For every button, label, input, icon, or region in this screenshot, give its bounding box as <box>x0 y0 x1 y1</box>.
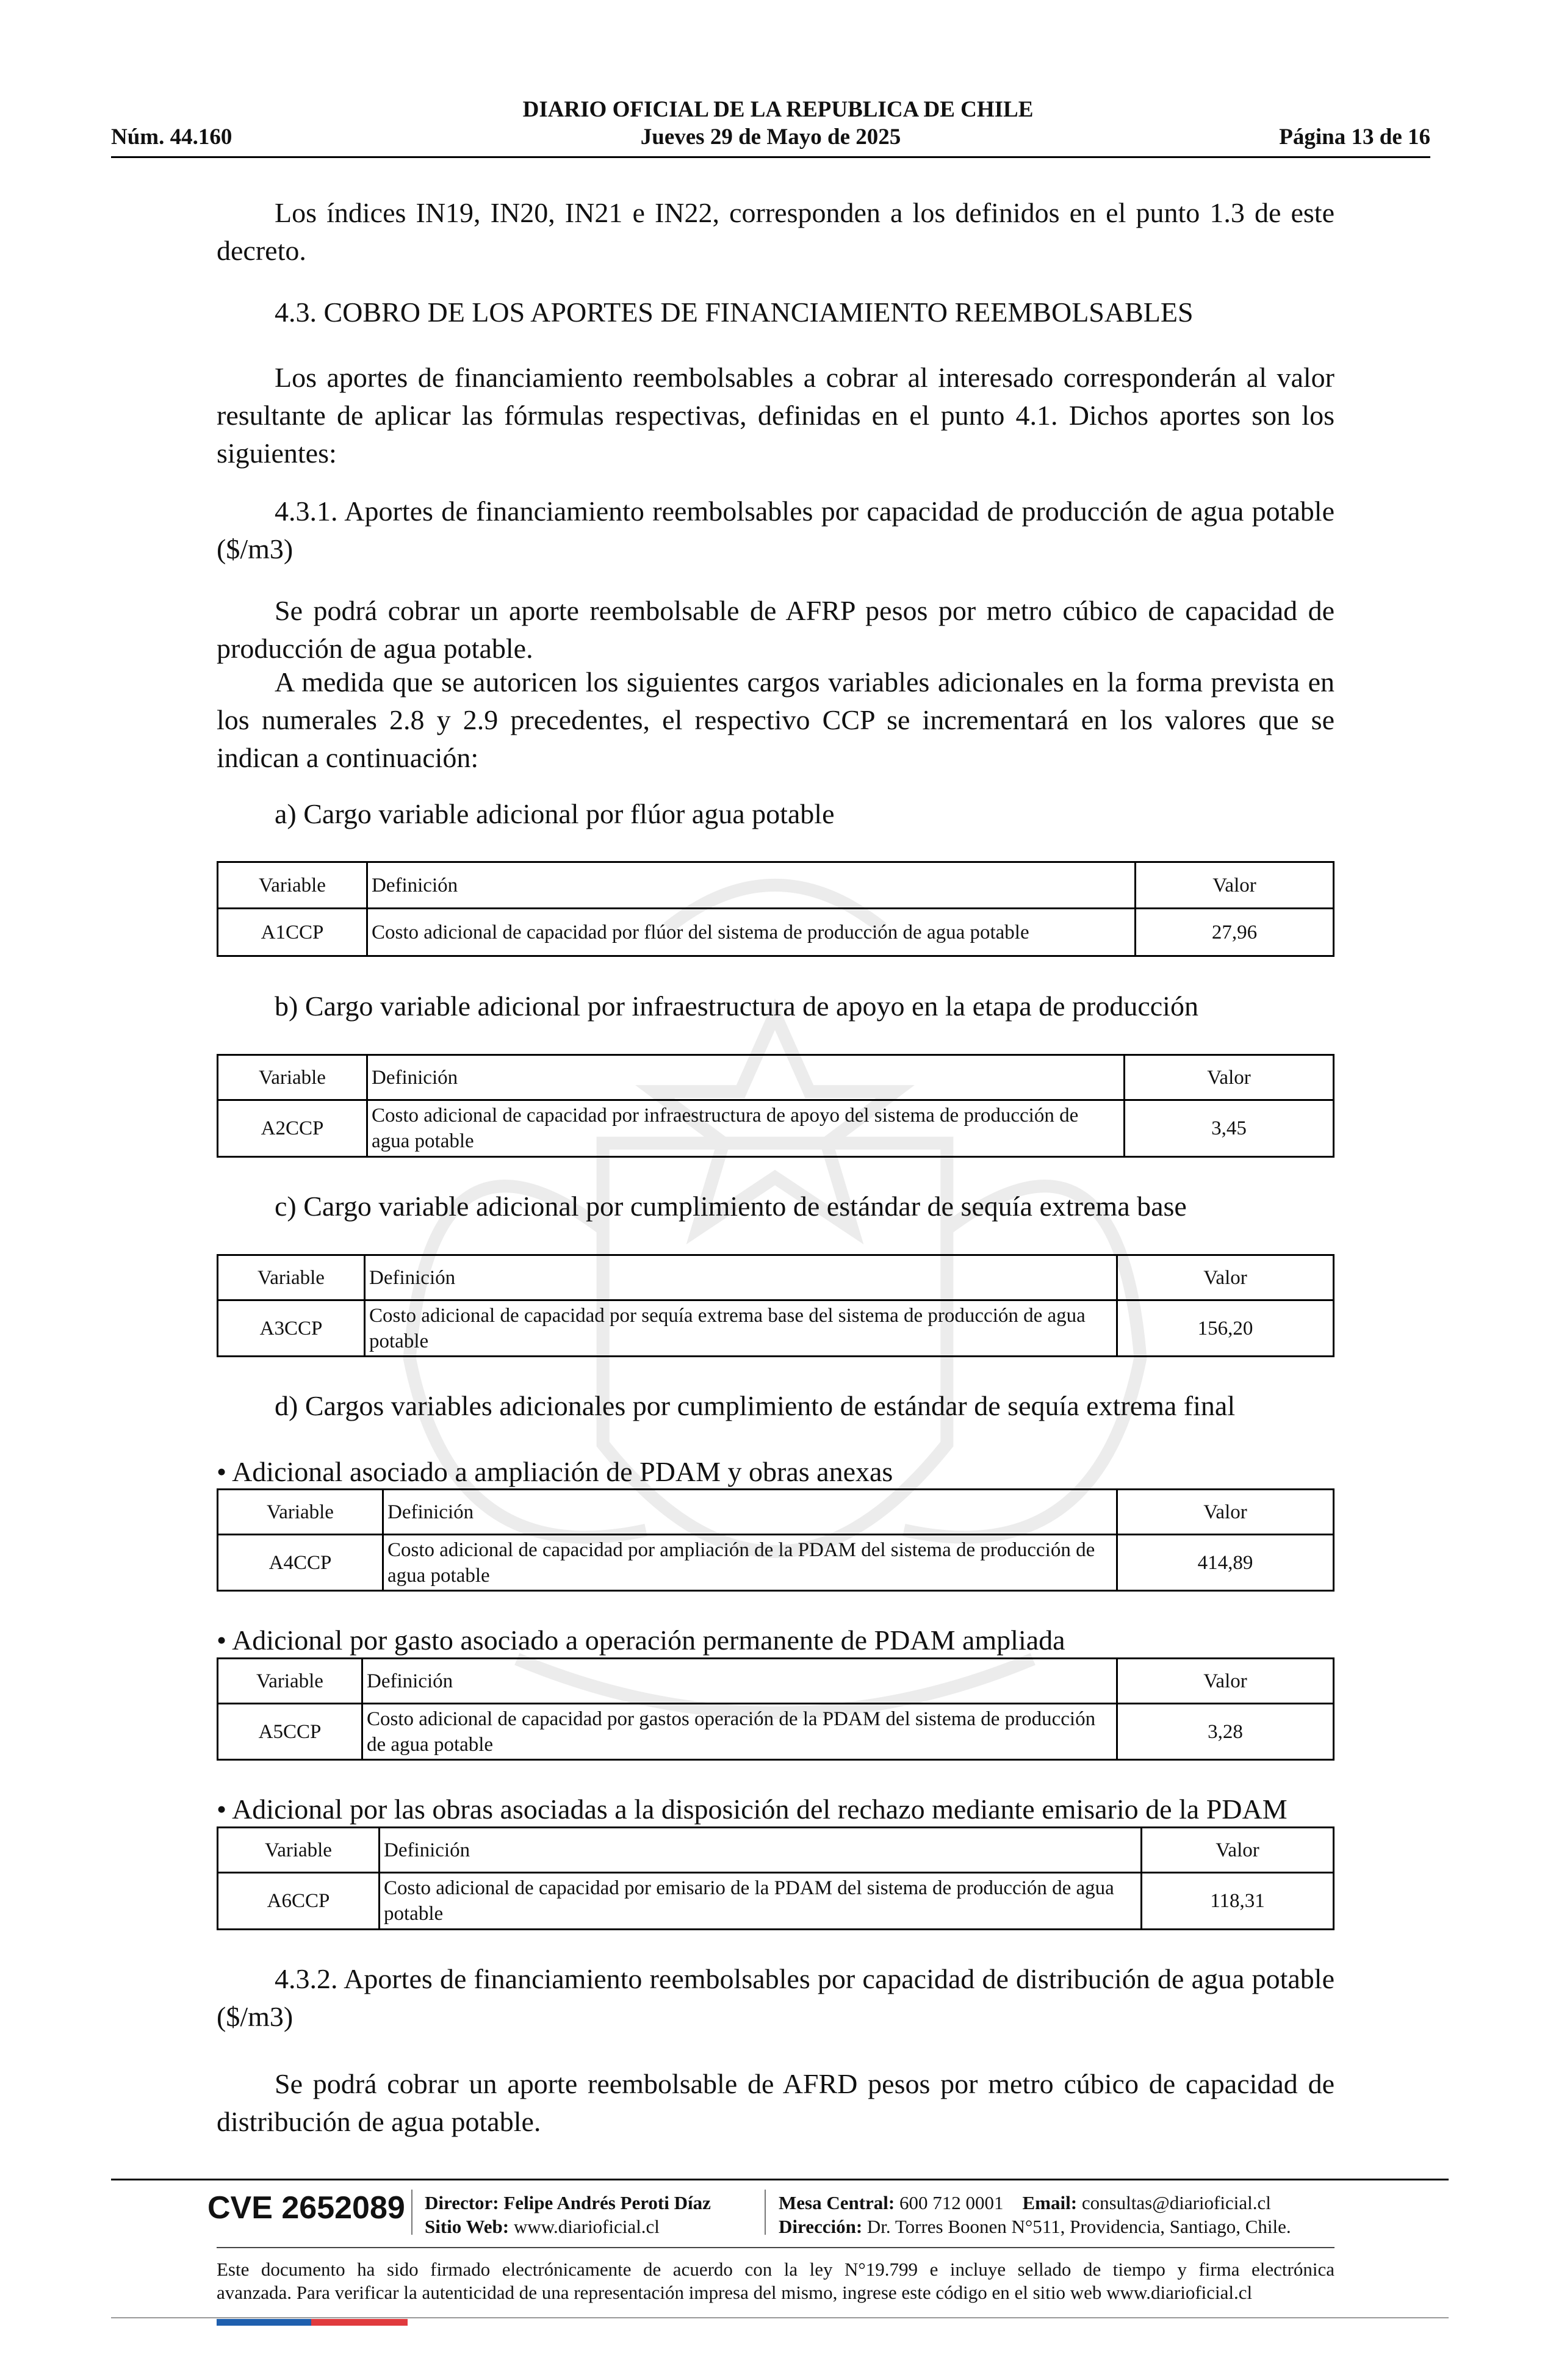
footer-separator <box>765 2190 766 2235</box>
footer-note-line-2: avanzada. Para verificar la autenticidad de una representación impresa del mismo, ingrese este código en el sitio web www.diarioficial.cl <box>217 2282 1253 2303</box>
col-header-definition: Definición <box>367 862 1136 909</box>
footer-bottom-rule <box>111 2317 1449 2318</box>
publication-date: Jueves 29 de Mayo de 2025 <box>640 124 901 150</box>
col-header-variable: Variable <box>218 1828 380 1873</box>
gazette-title: DIARIO OFICIAL DE LA REPUBLICA DE CHILE <box>522 97 1034 122</box>
address-text: Dr. Torres Boonen N°511, Providencia, Santiago, Chile. <box>866 2216 1291 2237</box>
cell-definition: Costo adicional de capacidad por gastos operación de la PDAM del sistema de producción de agua potable <box>362 1704 1117 1760</box>
subheading-b: b) Cargo variable adicional por infraestructura de apoyo en la etapa de producción <box>275 990 1198 1022</box>
flag-stripe-blue <box>217 2319 311 2326</box>
paragraph-indices: Los índices IN19, IN20, IN21 e IN22, corresponden a los definidos en el punto 1.3 de este decreto. <box>217 197 1334 266</box>
mesa-label: Mesa Central: <box>779 2192 895 2213</box>
bullet-operacion-pdam: • Adicional por gasto asociado a operación permanente de PDAM ampliada <box>217 1625 1065 1656</box>
col-header-value: Valor <box>1125 1055 1334 1100</box>
col-header-definition: Definición <box>383 1490 1117 1535</box>
col-header-value: Valor <box>1142 1828 1334 1873</box>
table-row <box>218 1873 1334 1930</box>
page-number: Página 13 de 16 <box>1279 124 1430 150</box>
col-header-variable: Variable <box>218 1659 362 1704</box>
cell-definition: Costo adicional de capacidad por sequía extrema base del sistema de producción de agua potable <box>365 1300 1117 1357</box>
table-a6ccp <box>217 1826 1334 1930</box>
col-header-value: Valor <box>1117 1659 1334 1704</box>
col-header-value: Valor <box>1117 1490 1334 1535</box>
table-row <box>218 1300 1334 1357</box>
section-heading-4-3-1: 4.3.1. Aportes de financiamiento reembolsables por capacidad de producción de agua potable ($/m3) <box>217 496 1334 564</box>
cell-variable: A6CCP <box>218 1873 380 1930</box>
cell-variable: A2CCP <box>218 1100 367 1157</box>
table-row <box>218 1535 1334 1591</box>
section-heading-4-3: 4.3. COBRO DE LOS APORTES DE FINANCIAMIENTO REEMBOLSABLES <box>275 297 1194 328</box>
cell-definition: Costo adicional de capacidad por emisario de la PDAM del sistema de producción de agua potable <box>380 1873 1142 1930</box>
footer-separator <box>411 2190 412 2235</box>
cell-variable: A1CCP <box>218 909 367 956</box>
col-header-definition: Definición <box>367 1055 1125 1100</box>
paragraph-aportes: Los aportes de financiamiento reembolsables a cobrar al interesado corresponderán al valor resultante de aplicar las fórmulas respectivas, definidas en el punto 4.1. Dichos aportes son los siguientes: <box>217 362 1334 469</box>
cell-value: 27,96 <box>1136 909 1334 956</box>
director-label: Director: <box>425 2192 499 2213</box>
cell-variable: A5CCP <box>218 1704 362 1760</box>
footer-note-line-1: Este documento ha sido firmado electrónicamente de acuerdo con la ley N°19.799 e incluye sellado de tiempo y firma electrónica <box>217 2259 1334 2280</box>
bullet-ampliacion-pdam: • Adicional asociado a ampliación de PDAM y obras anexas <box>217 1456 893 1487</box>
col-header-definition: Definición <box>380 1828 1142 1873</box>
cell-value: 3,28 <box>1117 1704 1334 1760</box>
subheading-c: c) Cargo variable adicional por cumplimiento de estándar de sequía extrema base <box>275 1191 1187 1222</box>
address-label: Dirección: <box>779 2216 863 2237</box>
table-a2ccp <box>217 1054 1334 1158</box>
mesa-phone: 600 712 0001 <box>899 2192 1004 2213</box>
cell-value: 3,45 <box>1125 1100 1334 1157</box>
subheading-a: a) Cargo variable adicional por flúor agua potable <box>275 798 835 829</box>
paragraph-cargos: A medida que se autoricen los siguientes cargos variables adicionales en la forma prevista en los numerales 2.8 y 2.9 precedentes, el respectivo CCP se incrementará en los valores que se indican a continuación: <box>217 666 1334 773</box>
table-row <box>218 909 1334 956</box>
subheading-d: d) Cargos variables adicionales por cumplimiento de estándar de sequía extrema final <box>275 1390 1236 1421</box>
col-header-variable: Variable <box>218 1055 367 1100</box>
table-a4ccp <box>217 1488 1334 1592</box>
col-header-variable: Variable <box>218 1255 365 1300</box>
footer-top-rule <box>111 2179 1449 2180</box>
cve-code: CVE 2652089 <box>207 2190 405 2226</box>
col-header-value: Valor <box>1136 862 1334 909</box>
footer-director-block <box>425 2191 711 2238</box>
cell-value: 118,31 <box>1142 1873 1334 1930</box>
table-a1ccp <box>217 861 1334 957</box>
issue-number: Núm. 44.160 <box>111 124 232 150</box>
table-row <box>218 1704 1334 1760</box>
cell-definition: Costo adicional de capacidad por infraestructura de apoyo del sistema de producción de agua potable <box>367 1100 1125 1157</box>
cell-definition: Costo adicional de capacidad por flúor del sistema de producción de agua potable <box>367 909 1136 956</box>
cell-value: 156,20 <box>1117 1300 1334 1357</box>
footer-mid-rule <box>217 2247 1334 2248</box>
col-header-variable: Variable <box>218 1490 383 1535</box>
cell-value: 414,89 <box>1117 1535 1334 1591</box>
flag-stripe-red <box>311 2319 408 2326</box>
col-header-definition: Definición <box>365 1255 1117 1300</box>
footer-contact-block <box>779 2191 1291 2238</box>
paragraph-afrd: Se podrá cobrar un aporte reembolsable de AFRD pesos por metro cúbico de capacidad de distribución de agua potable. <box>217 2068 1334 2137</box>
header-divider <box>111 156 1430 158</box>
email-link[interactable]: consultas@diarioficial.cl <box>1081 2192 1271 2213</box>
cell-variable: A4CCP <box>218 1535 383 1591</box>
email-label: Email: <box>1022 2192 1078 2213</box>
table-a5ccp <box>217 1657 1334 1761</box>
col-header-value: Valor <box>1117 1255 1334 1300</box>
director-name: Felipe Andrés Peroti Díaz <box>503 2192 711 2213</box>
table-a3ccp <box>217 1254 1334 1357</box>
col-header-variable: Variable <box>218 862 367 909</box>
paragraph-afrp: Se podrá cobrar un aporte reembolsable de AFRP pesos por metro cúbico de capacidad de producción de agua potable. <box>217 595 1334 664</box>
cell-variable: A3CCP <box>218 1300 365 1357</box>
col-header-definition: Definición <box>362 1659 1117 1704</box>
site-label: Sitio Web: <box>425 2216 510 2237</box>
bullet-emisario-pdam: • Adicional por las obras asociadas a la disposición del rechazo mediante emisario de la PDAM <box>217 1794 1288 1825</box>
section-heading-4-3-2: 4.3.2. Aportes de financiamiento reembolsables por capacidad de distribución de agua potable ($/m3) <box>217 1963 1334 2032</box>
table-row <box>218 1100 1334 1157</box>
site-link[interactable]: www.diarioficial.cl <box>513 2216 660 2237</box>
cell-definition: Costo adicional de capacidad por ampliación de la PDAM del sistema de producción de agua potable <box>383 1535 1117 1591</box>
